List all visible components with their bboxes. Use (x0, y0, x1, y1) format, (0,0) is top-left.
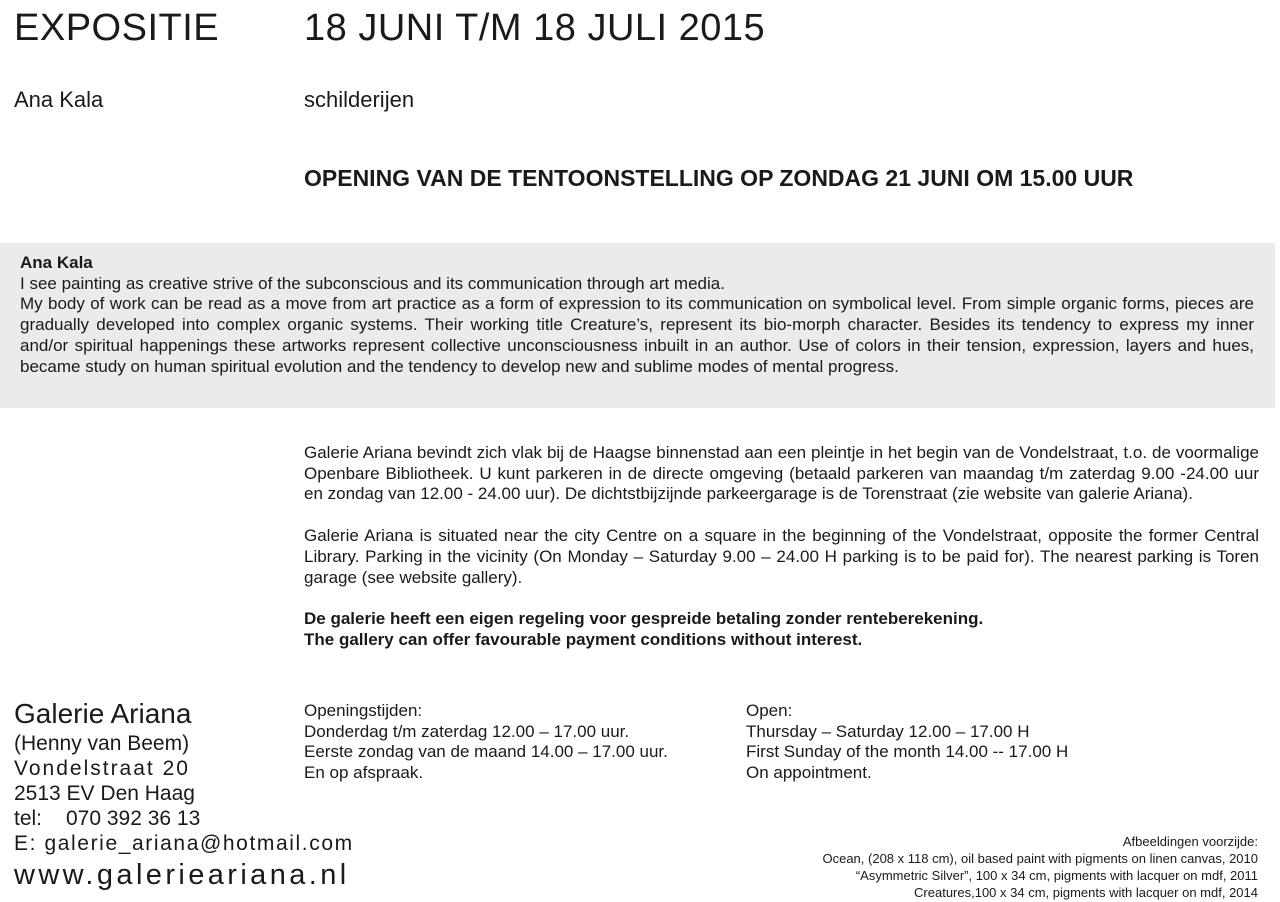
hours-line: Eerste zondag van de maand 14.00 – 17.00 uur. (304, 742, 668, 762)
exhibition-label: EXPOSITIE (14, 7, 220, 49)
hours-line: On appointment. (746, 763, 872, 783)
credit-line: Ocean, (208 x 118 cm), oil based paint with pigments on linen canvas, 2010 (822, 851, 1258, 866)
opening-announcement: OPENING VAN DE TENTOONSTELLING OP ZONDAG 21 JUNI OM 15.00 UUR (304, 165, 1134, 191)
hours-heading: Open: (746, 701, 793, 720)
gallery-street: Vondelstraat 20 (14, 757, 190, 780)
opening-hours-english (746, 701, 1068, 784)
payment-english: The gallery can offer favourable payment conditions without interest. (304, 629, 863, 649)
gallery-owner: (Henny van Beem) (14, 732, 190, 755)
hours-heading: Openingstijden: (304, 701, 423, 720)
hours-line: Donderdag t/m zaterdag 12.00 – 17.00 uur. (304, 721, 630, 741)
opening-hours-dutch (304, 701, 668, 784)
location-english: Galerie Ariana is situated near the city Centre on a square in the beginning of the Vondelstraat, opposite the former Central Library. Parking in the vicinity (On Monday – Saturday 9.00 – 24.00 H parking is to be paid for). The nearest parking is Toren garage (see website gallery). (304, 526, 1259, 587)
gallery-name: Galerie Ariana (14, 698, 192, 729)
hours-line: First Sunday of the month 14.00 -- 17.00 H (746, 742, 1069, 762)
phone-label: tel: (14, 807, 43, 830)
gallery-phone (14, 806, 200, 832)
gallery-email: E: galerie_ariana@hotmail.com (14, 832, 354, 855)
artwork-medium: schilderijen (304, 87, 415, 112)
payment-conditions (304, 609, 1259, 650)
hours-line: Thursday – Saturday 12.00 – 17.00 H (746, 721, 1030, 741)
artist-statement (20, 253, 1254, 377)
location-dutch: Galerie Ariana bevindt zich vlak bij de Haagse binnenstad aan een pleintje in het begin van de Vondelstraat, t.o. de voormalige Openbare Bibliotheek. U kunt parkeren in de directe omgeving (betaald parkeren van maandag t/m zaterdag 9.00 -24.00 uur en zondag van 12.00 - 24.00 uur). De dichtstbijzijnde parkeergarage is de Torenstraat (zie website van galerie Ariana). (304, 443, 1259, 504)
gallery-info (304, 443, 1259, 672)
credits-heading: Afbeeldingen voorzijde: (1122, 834, 1258, 849)
statement-intro: I see painting as creative strive of the subconscious and its communication through art media. (20, 273, 725, 293)
exhibition-dates: 18 JUNI T/M 18 JULI 2015 (304, 7, 766, 49)
gallery-city: 2513 EV Den Haag (14, 782, 195, 805)
hours-line: En op afspraak. (304, 763, 424, 783)
payment-dutch: De galerie heeft een eigen regeling voor gespreide betaling zonder renteberekening. (304, 609, 984, 629)
credit-line: Creatures,100 x 34 cm, pigments with lacquer on mdf, 2014 (914, 885, 1258, 900)
artist-name: Ana Kala (14, 87, 104, 112)
statement-body: My body of work can be read as a move from art practice as a form of expression to its communication on symbolical level. From simple organic forms, pieces are gradually developed into complex organic systems. Their working title Creature’s, represent its bio-morph character. Besides its tendency to express my inner and/or spiritual happenings these artworks represent collective unconsciousness inbuilt in an author. Use of colors in their tension, expression, layers and hues, became study on human spiritual evolution and the tendency to develop new and sublime modes of mental progress. (20, 294, 1254, 376)
artist-statement-panel (0, 243, 1275, 408)
credit-line: “Asymmetric Silver”, 100 x 34 cm, pigments with lacquer on mdf, 2011 (855, 868, 1258, 883)
gallery-website: www.galerieariana.nl (14, 859, 350, 891)
image-credits (822, 833, 1258, 901)
phone-number: 070 392 36 13 (66, 807, 201, 830)
statement-artist-name: Ana Kala (20, 253, 93, 272)
